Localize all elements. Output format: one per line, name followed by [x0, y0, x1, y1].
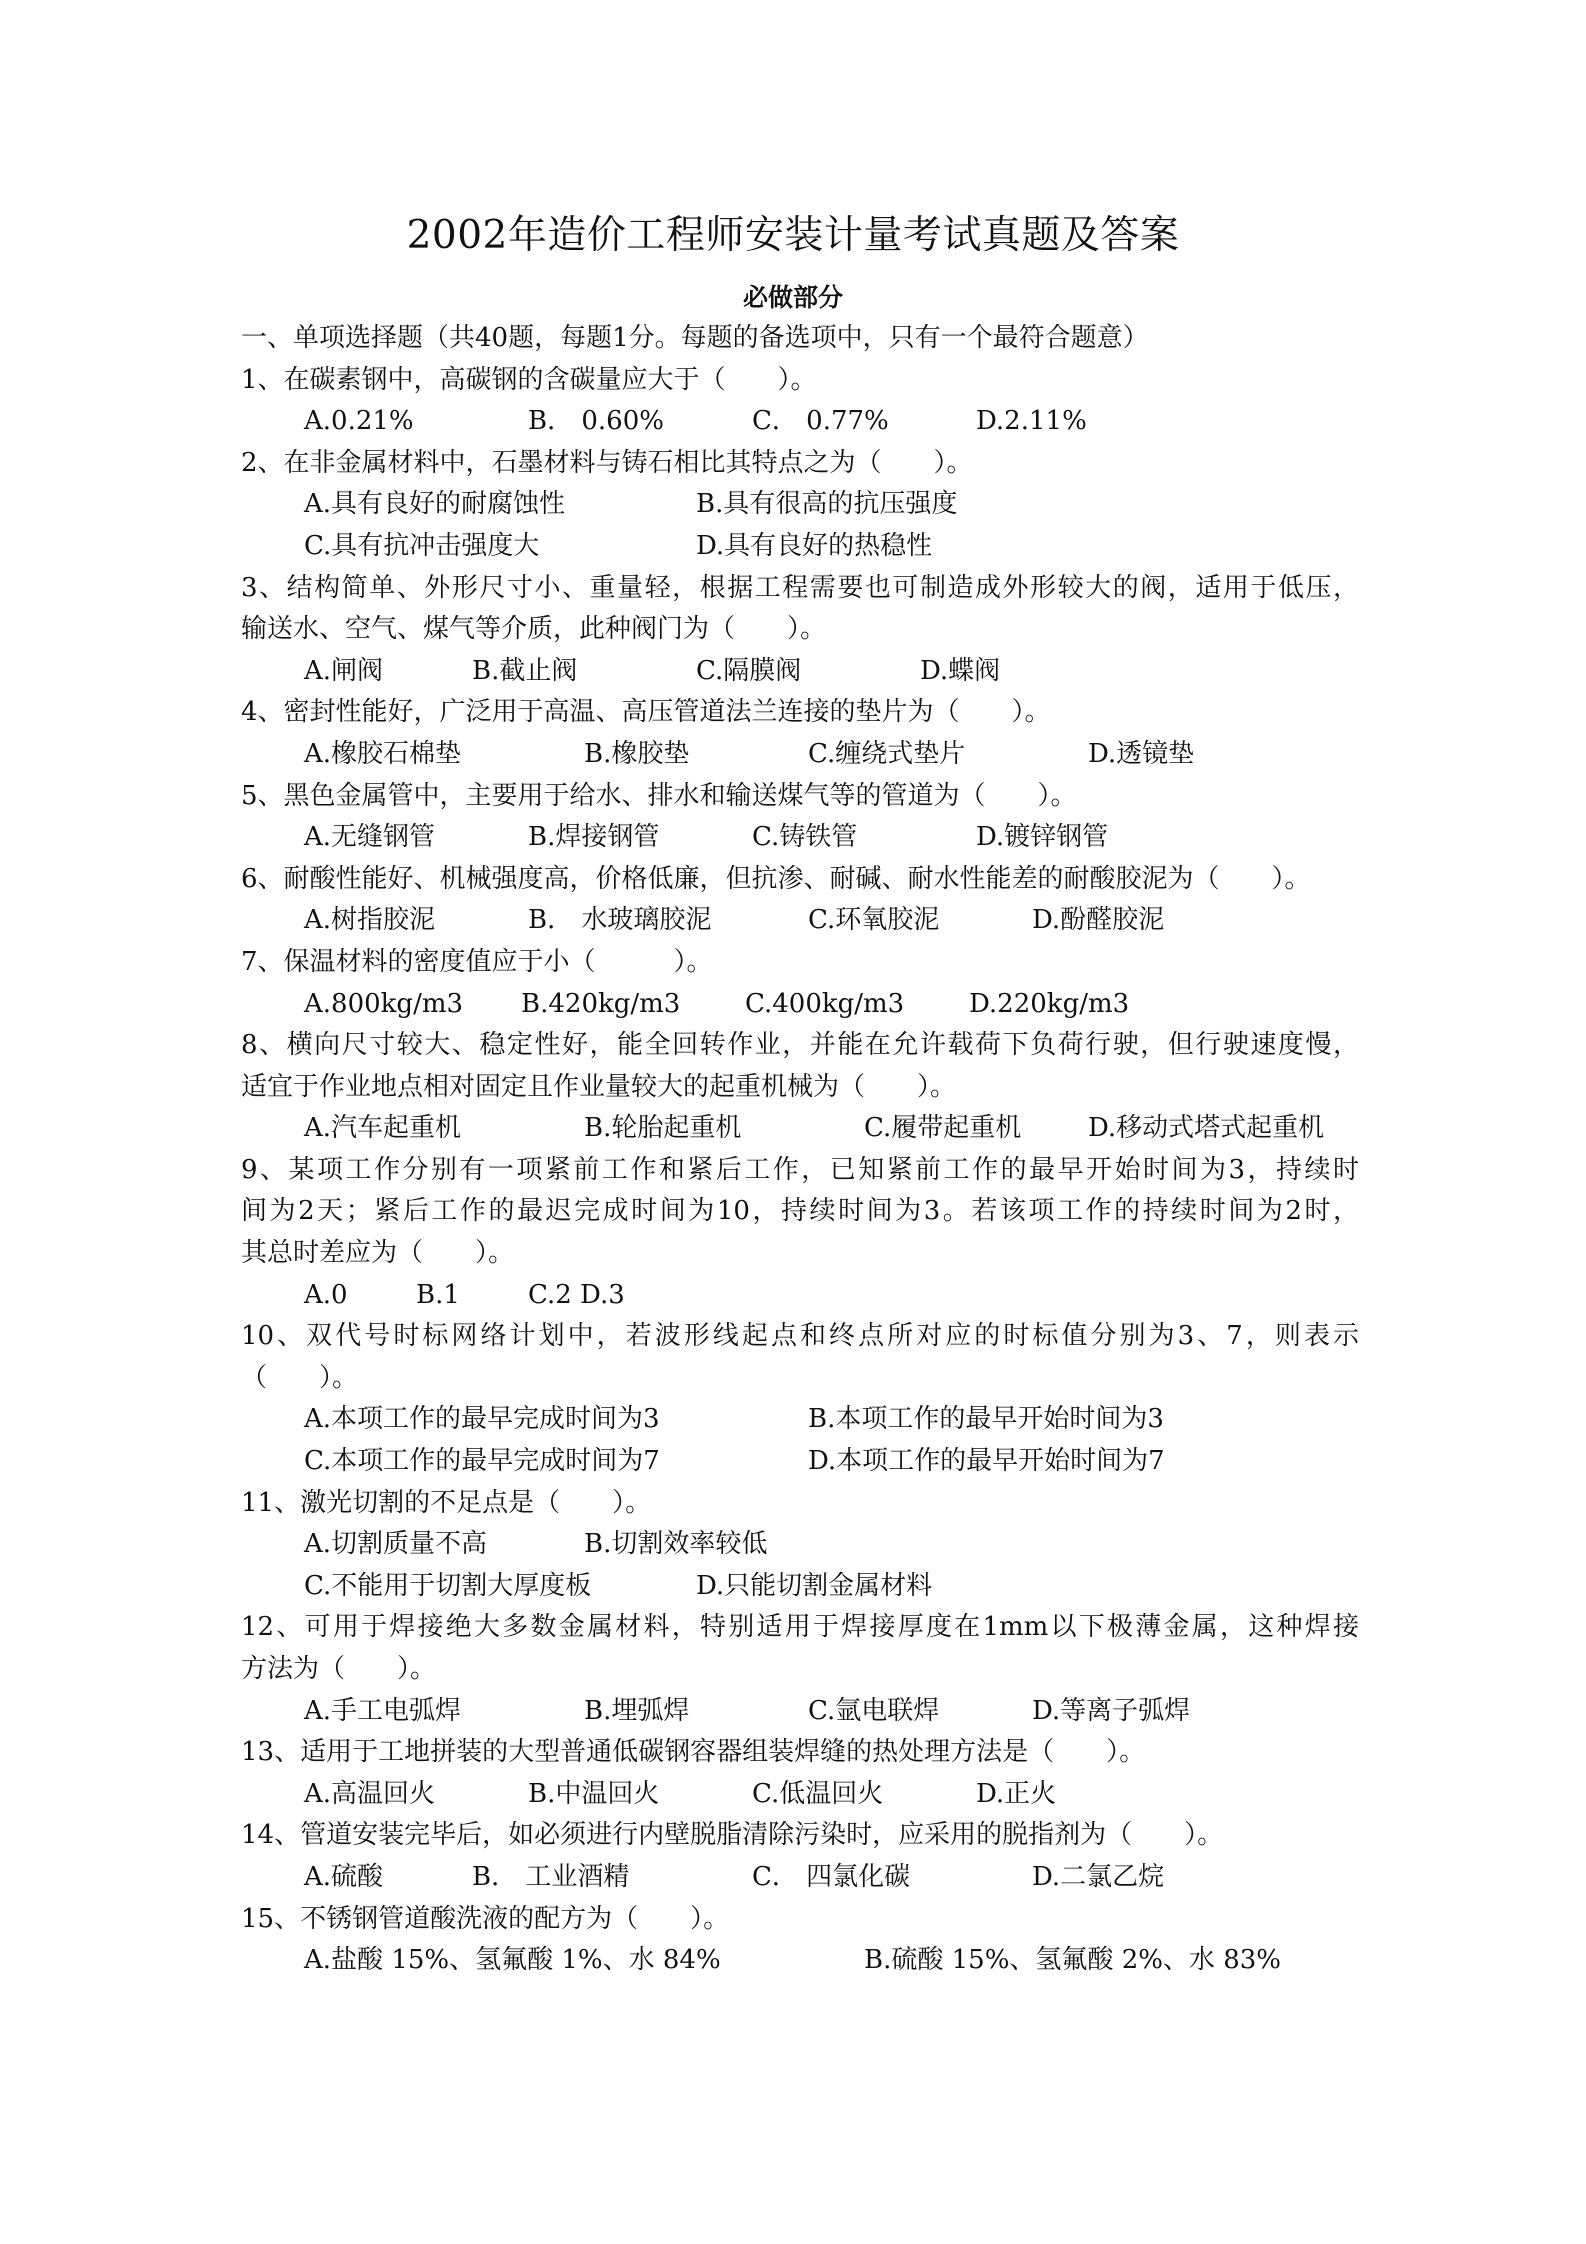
question-6-options	[241, 900, 1359, 942]
question-11-options-row1	[241, 1524, 1359, 1566]
option-b: B.截止阀	[472, 655, 578, 686]
option-c: C.本项工作的最早完成时间为7	[304, 1446, 660, 1477]
question-15-stem: 15、不锈钢管道酸洗液的配方为（ ）。	[241, 1903, 730, 1934]
option-d: D.酚醛胶泥	[1032, 905, 1165, 936]
question-4-stem: 4、密封性能好，广泛用于高温、高压管道法兰连接的垫片为（ ）。	[241, 697, 1051, 728]
question-15-options	[241, 1940, 1359, 1982]
question-8-options	[241, 1108, 1359, 1150]
option-d: D.具有良好的热稳性	[696, 530, 933, 561]
option-a: A.具有良好的耐腐蚀性	[304, 489, 566, 520]
option-a: A.树指胶泥	[304, 905, 436, 936]
document-title: 2002年造价工程师安装计量考试真题及答案	[406, 213, 1180, 258]
question-2-options-row2	[241, 526, 1359, 568]
question-3-stem-line2: 输送水、空气、煤气等介质，此种阀门为（ ）。	[241, 614, 827, 645]
question-10-options-row1	[241, 1399, 1359, 1441]
option-d: D.镀锌钢管	[976, 822, 1109, 853]
question-9-stem-line2: 间为2天；紧后工作的最迟完成时间为10，持续时间为3。若该项工作的持续时间为2时，	[241, 1196, 1359, 1227]
option-c: C.环氧胶泥	[808, 905, 940, 936]
question-8-stem-line2: 适宜于作业地点相对固定且作业量较大的起重机械为（ ）。	[241, 1071, 957, 1102]
option-b: B.硫酸 15%、氢氟酸 2%、水 83%	[864, 1945, 1281, 1976]
question-3-options	[241, 651, 1359, 693]
option-b: B.焊接钢管	[528, 822, 660, 853]
option-d: D.正火	[976, 1778, 1057, 1809]
question-10-options-row2	[241, 1441, 1359, 1483]
question-4-options	[241, 734, 1359, 776]
option-a: A.闸阀	[304, 655, 384, 686]
option-b: B.橡胶垫	[584, 738, 690, 769]
question-14-options	[241, 1857, 1359, 1899]
question-list	[241, 318, 1359, 1982]
question-12-stem-line2: 方法为（ ）。	[241, 1654, 437, 1684]
option-b: B.轮胎起重机	[584, 1113, 742, 1144]
option-a: A.无缝钢管	[304, 822, 436, 853]
question-9-options	[241, 1275, 1359, 1317]
question-10-stem-line2: （ ）。	[241, 1362, 359, 1393]
option-a: A.盐酸 15%、氢氟酸 1%、水 84%	[304, 1945, 721, 1976]
option-a: A.汽车起重机	[304, 1113, 462, 1144]
option-b: B.具有很高的抗压强度	[696, 489, 958, 520]
option-c-d: C.2 D.3	[528, 1279, 625, 1310]
option-a: A.硫酸	[304, 1861, 384, 1892]
option-d: D.只能切割金属材料	[696, 1570, 933, 1601]
option-b: B.420kg/m3	[521, 988, 681, 1019]
option-d: D.透镜垫	[1088, 738, 1195, 769]
option-c: C.氩电联焊	[808, 1695, 940, 1726]
option-b: B.1	[416, 1279, 460, 1310]
option-a: A.手工电弧焊	[304, 1695, 462, 1726]
option-c: C.400kg/m3	[745, 988, 905, 1019]
option-b: B.埋弧焊	[584, 1695, 690, 1726]
option-b: B． 工业酒精	[472, 1861, 630, 1892]
option-d: D.220kg/m3	[969, 988, 1130, 1019]
option-c: C． 0.77%	[752, 406, 889, 437]
question-10-stem-line1: 10、双代号时标网络计划中，若波形线起点和终点所对应的时标值分别为3、7，则表示	[241, 1321, 1359, 1352]
option-b: B.切割效率较低	[584, 1529, 768, 1560]
question-8-stem-line1: 8、横向尺寸较大、稳定性好，能全回转作业，并能在允许载荷下负荷行驶，但行驶速度慢，	[241, 1030, 1359, 1061]
option-a: A.0	[304, 1279, 348, 1310]
question-2-options-row1	[241, 484, 1359, 526]
option-d: D.移动式塔式起重机	[1088, 1113, 1325, 1144]
question-5-options	[241, 817, 1359, 859]
option-c: C.具有抗冲击强度大	[304, 530, 540, 561]
question-1-stem: 1、在碳素钢中，高碳钢的含碳量应大于（ ）。	[241, 364, 817, 395]
question-7-stem: 7、保温材料的密度值应于小（ ）。	[241, 946, 713, 977]
option-b: B.本项工作的最早开始时间为3	[808, 1404, 1164, 1435]
question-12-stem-line1: 12、可用于焊接绝大多数金属材料，特别适用于焊接厚度在1mm以下极薄金属，这种焊接	[241, 1612, 1359, 1643]
option-c: C.铸铁管	[752, 822, 858, 853]
option-a: A.高温回火	[304, 1778, 436, 1809]
question-7-options	[241, 984, 1359, 1026]
option-d: D.蝶阀	[920, 655, 1001, 686]
option-d: D.本项工作的最早开始时间为7	[808, 1446, 1165, 1477]
option-c: C． 四氯化碳	[752, 1861, 911, 1892]
option-a: A.0.21%	[304, 406, 414, 437]
question-3-stem-line1: 3、结构简单、外形尺寸小、重量轻，根据工程需要也可制造成外形较大的阀，适用于低压，	[241, 572, 1359, 603]
option-c: C.不能用于切割大厚度板	[304, 1570, 592, 1601]
question-11-stem: 11、激光切割的不足点是（ ）。	[241, 1487, 652, 1518]
option-d: D.二氯乙烷	[1032, 1861, 1165, 1892]
question-2-stem: 2、在非金属材料中，石墨材料与铸石相比其特点之为（ ）。	[241, 447, 973, 478]
option-c: C.隔膜阀	[696, 655, 802, 686]
question-14-stem: 14、管道安装完毕后，如必须进行内壁脱脂清除污染时，应采用的脱指剂为（ ）。	[241, 1820, 1224, 1851]
section-subtitle: 必做部分	[742, 283, 843, 312]
option-c: C.低温回火	[752, 1778, 884, 1809]
question-11-options-row2	[241, 1566, 1359, 1608]
question-9-stem-line3: 其总时差应为（ ）。	[241, 1238, 515, 1269]
option-d: D.2.11%	[976, 406, 1087, 437]
option-a: A.橡胶石棉垫	[304, 738, 462, 769]
option-c: C.缠绕式垫片	[808, 738, 966, 769]
question-5-stem: 5、黑色金属管中，主要用于给水、排水和输送煤气等的管道为（ ）。	[241, 780, 1077, 811]
question-1-options	[241, 401, 1359, 443]
option-a: A.800kg/m3	[304, 988, 464, 1019]
option-d: D.等离子弧焊	[1032, 1695, 1191, 1726]
question-12-options	[241, 1691, 1359, 1733]
option-a: A.切割质量不高	[304, 1529, 488, 1560]
section-heading: 一、单项选择题（共40题，每题1分。每题的备选项中，只有一个最符合题意）	[241, 323, 1149, 353]
question-13-options	[241, 1774, 1359, 1816]
option-b: B． 水玻璃胶泥	[528, 905, 712, 936]
option-b: B.中温回火	[528, 1778, 660, 1809]
option-c: C.履带起重机	[864, 1113, 1022, 1144]
question-13-stem: 13、适用于工地拼装的大型普通低碳钢容器组装焊缝的热处理方法是（ ）。	[241, 1737, 1146, 1768]
question-6-stem: 6、耐酸性能好、机械强度高，价格低廉，但抗渗、耐碱、耐水性能差的耐酸胶泥为（ ）。	[241, 863, 1311, 894]
option-b: B． 0.60%	[528, 406, 664, 437]
question-9-stem-line1: 9、某项工作分别有一项紧前工作和紧后工作，已知紧前工作的最早开始时间为3，持续时	[241, 1154, 1359, 1185]
option-a: A.本项工作的最早完成时间为3	[304, 1404, 660, 1435]
